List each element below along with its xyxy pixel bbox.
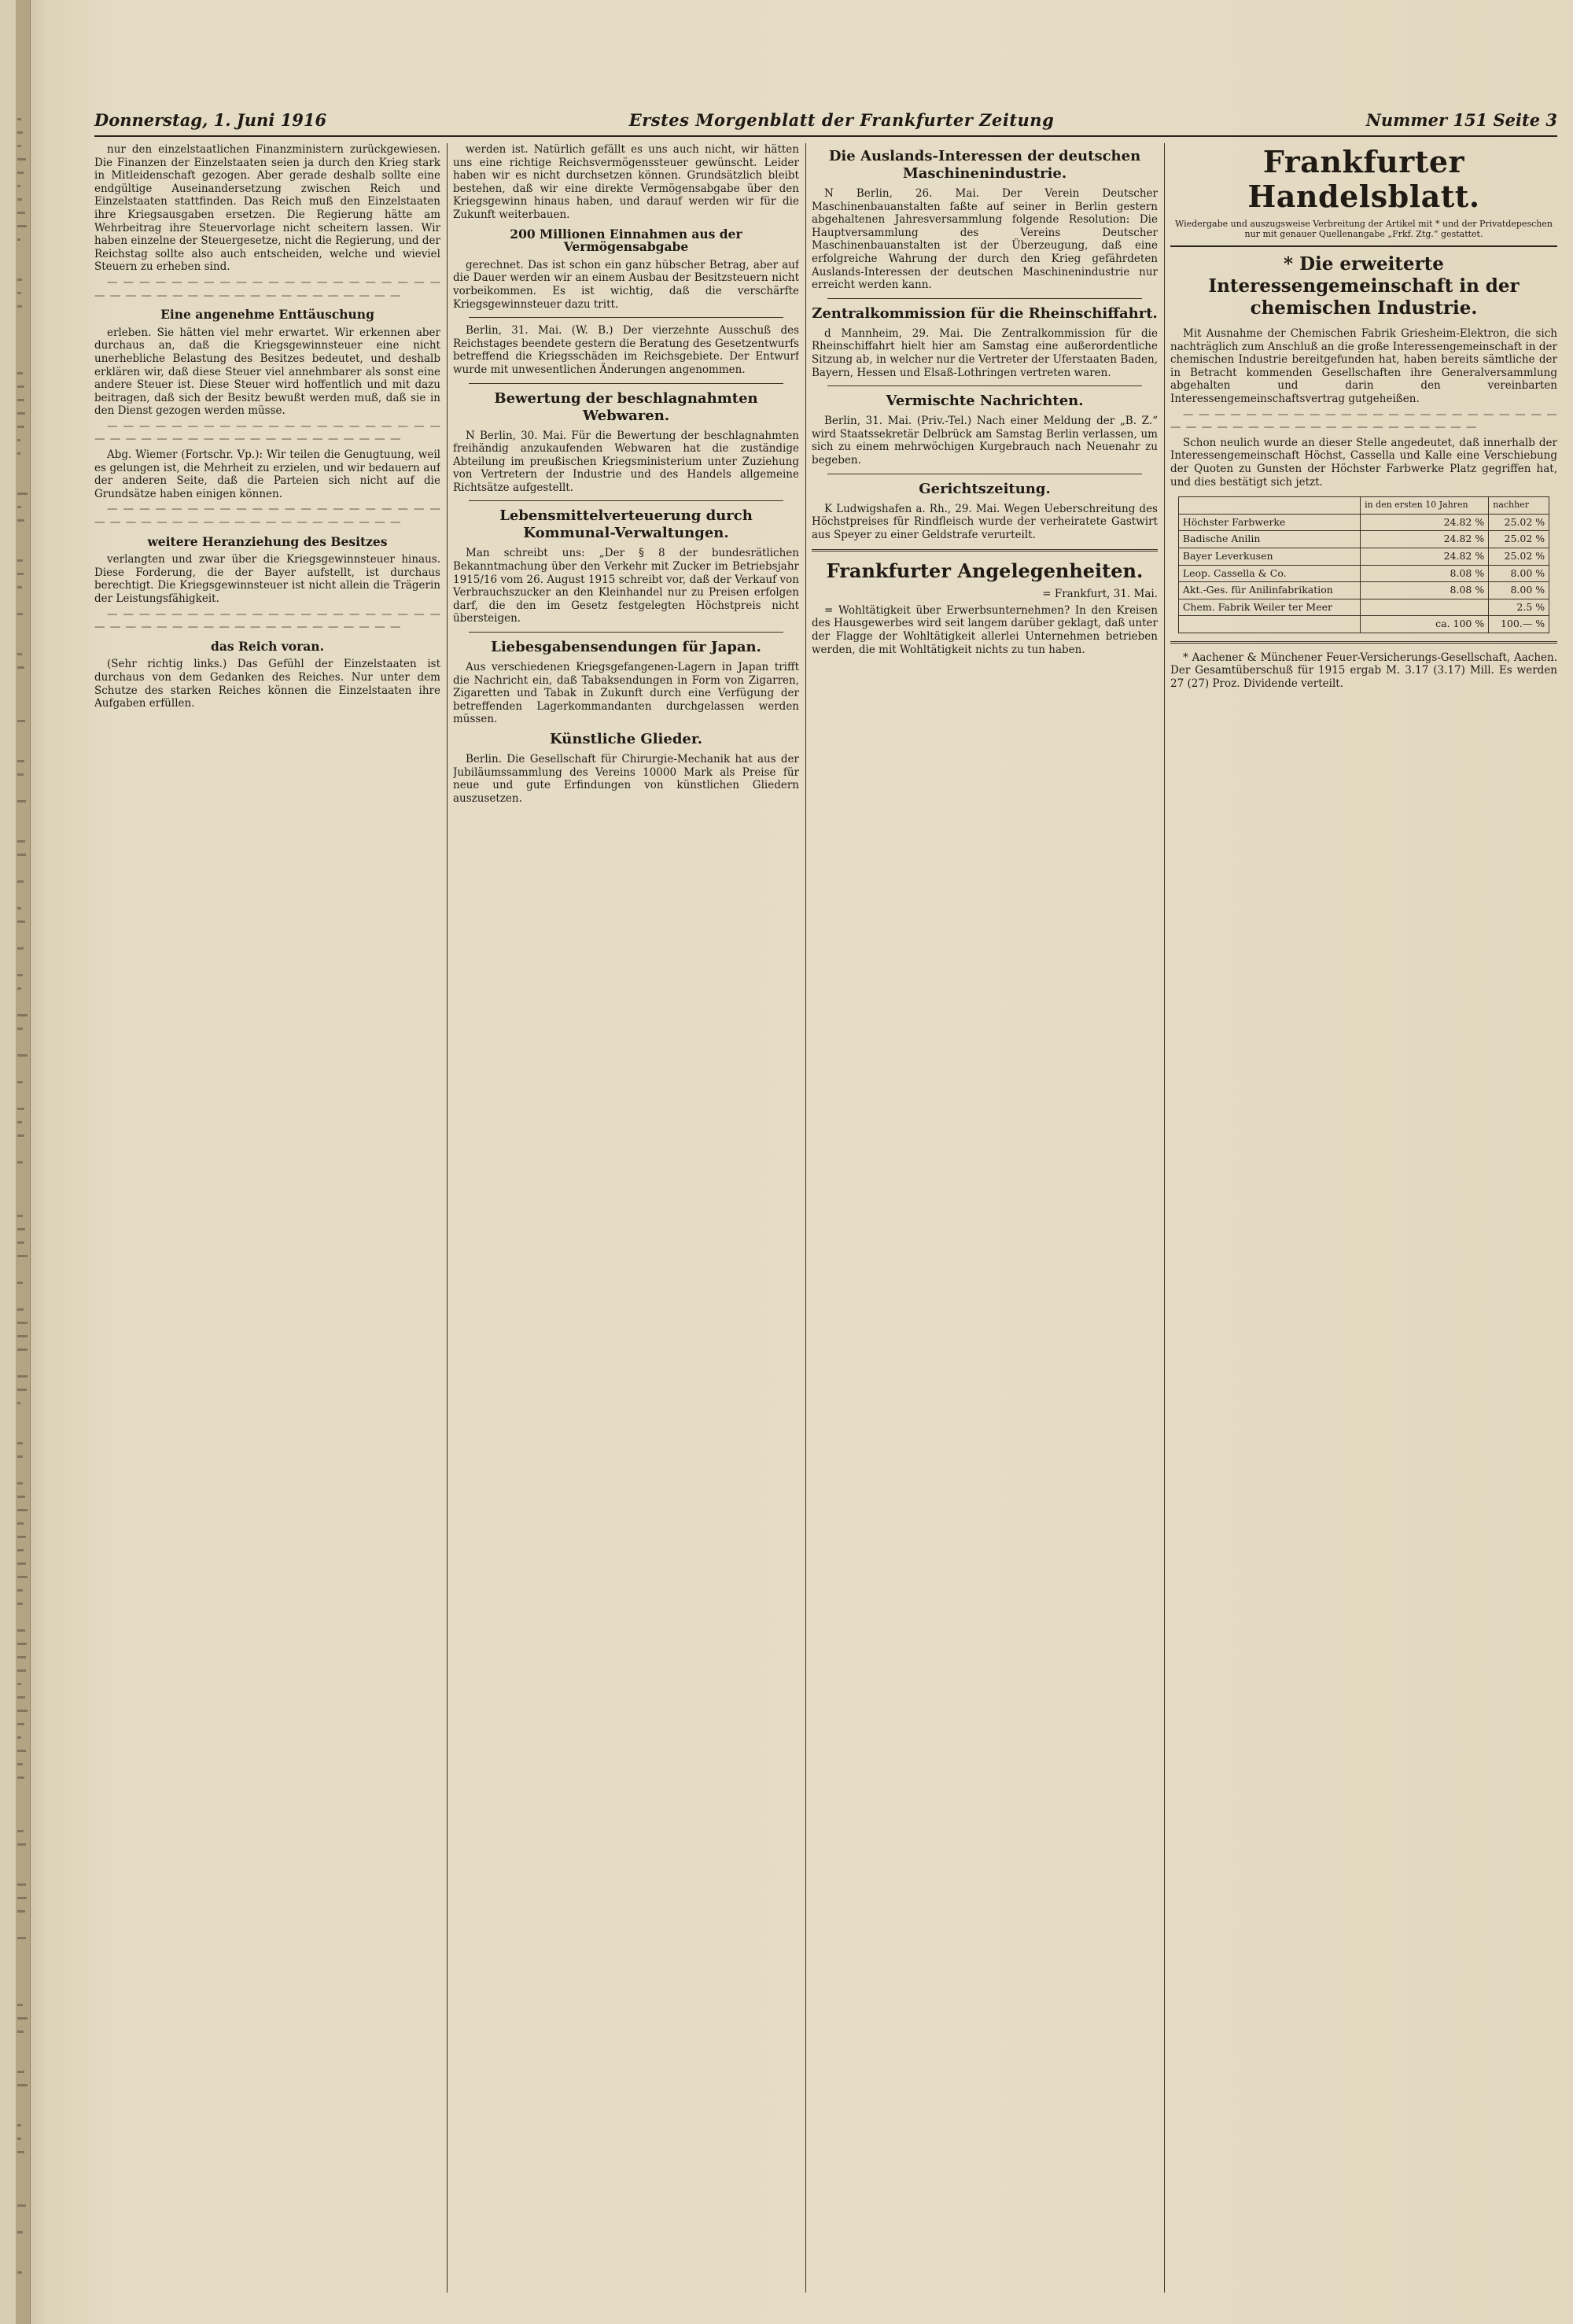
column-3-paragraph-1: N Berlin, 26. Mai. Der Verein Deutscher Maschinenbauanstalten faßte auf seiner in Berlin gestern abgehaltenen Jahresversammlung folgende Resolution: Die Hauptversammlung des Vereins Deutscher Maschinenbauanstalten ist der Überzeugung, daß eine erfolgreiche Wahrung der durch den Krieg gefährdeten Auslands-Interessen der deutschen Maschinenindustrie nur erreicht werden kann. bbox=[812, 187, 1158, 292]
column-2-paragraph-6: Aus verschiedenen Kriegsgefangenen-Lagern in Japan trifft die Nachricht ein, daß Tabaksendungen in Form von Zigarren, Zigaretten und Tabak in Zukunft durch eine Verfügung der betreffenden Lagerkommandanten durchgelassen werden müssen. bbox=[453, 661, 799, 726]
stub-text-fragment bbox=[17, 854, 26, 856]
column-3-paragraph-2: d Mannheim, 29. Mai. Die Zentralkommission für die Rheinschiffahrt hielt hier am Samstag eine außerordentliche Sitzung ab, in welcher nur die Vertreter der Uferstaaten Baden, Bayern, Hessen und Elsaß-Lothringen vertreten waren. bbox=[812, 326, 1158, 379]
stub-text-fragment bbox=[17, 1629, 25, 1632]
table-row bbox=[1178, 548, 1549, 565]
table-row bbox=[1178, 582, 1549, 599]
stub-text-fragment bbox=[17, 974, 23, 976]
stub-text-fragment bbox=[17, 158, 26, 160]
stub-text-fragment bbox=[17, 1669, 26, 1672]
stub-text-fragment bbox=[17, 1843, 26, 1846]
stub-text-fragment bbox=[17, 1710, 28, 1712]
stub-text-fragment bbox=[17, 2017, 28, 2020]
stub-text-fragment bbox=[17, 1883, 26, 1886]
column-2-paragraph-7: Berlin. Die Gesellschaft für Chirurgie-Mechanik hat aus der Jubiläumssammlung des Vereins 10000 Mark als Preise für neue und gute Erfindungen von künstlichen Gliedern auszusetzen. bbox=[453, 753, 799, 805]
stub-text-fragment bbox=[17, 1014, 28, 1016]
column-4-handelsblatt: Frankfurter Handelsblatt. Wiedergabe und auszugsweise Verbreitung der Artikel mit * und der Privatdepeschen nur mit genauer Quellenangabe „Frkf. Ztg.“ gestattet. * Die erweiterte Interessengemeinschaft in der chemischen Industrie. Mit Ausnahme der Chemischen Fabrik Griesheim-Elektron, die sich nachträglich zum Anschluß an die große Interessengemeinschaft in der chemischen Industrie bereitgefunden hat, haben bereits sämtliche der in Betracht kommenden Gesellschaften ihre Generalversammlung abgehalten und darin den vereinbarten Interessengemeinschaftsvertrag gutgeheißen. — — — — — — — — — — — — — — — — — — — — — — — — — — — — — — — — — — — — — — — — — — — — Schon neulich wurde an dieser Stelle angedeutet, daß innerhalb der Interessengemeinschaft Höchst, Cassella und Kalle eine Verschiebung der Quoten zu Gunsten der Höchster Farbwerke Platz gegriffen hat, und dies bestätigt sich jetzt. in den ersten 10 Jahren nachher Höchster Farbwerke 24.82 % 25.02 % Badische Anilin 24.82 % 25.02 % Bayer Leverkusen 24.82 % 25.02 % Leop. Cassella & Co. 8.08 % 8.00 % Akt.-Ges. für Anilinfabrikation 8.08 % 8.00 % Chem. Fabrik Weiler ter Meer 2.5 % ca. 100 % 100.— % * Aachener & Münchener Feuer-Versicherungs-Gesellschaft, Aachen. Der Gesamtüberschuß für 1915 ergab M. 3.17 (3.17) Mill. Es werden 27 (27) Proz. Dividende verteilt. bbox=[1170, 144, 1557, 691]
table-header-row bbox=[1178, 497, 1549, 515]
table-total-row bbox=[1178, 616, 1549, 633]
stub-text-fragment bbox=[17, 613, 23, 615]
stub-text-fragment bbox=[17, 1776, 24, 1779]
table-cell bbox=[1178, 616, 1360, 633]
column-rule bbox=[1164, 143, 1165, 2293]
table-row bbox=[1178, 531, 1549, 548]
table-cell: ca. 100 % bbox=[1361, 616, 1489, 633]
column-2-paragraph-5: Man schreibt uns: „Der § 8 der bundesrätlichen Bekanntmachung über den Verkehr mit Zucker im Betriebsjahr 1915/16 vom 26. August 1915 schreibt vor, daß der Verkauf von Verbrauchszucker an den Kleinhandel nur zu Preisen erfolgen darf, die den im Gesetz festgelegten Höchstpreis nicht übersteigen. bbox=[453, 547, 799, 625]
stub-text-fragment bbox=[17, 1696, 25, 1699]
column-rule bbox=[805, 143, 806, 2293]
table-cell: Akt.-Ges. für Anilinfabrikation bbox=[1178, 582, 1360, 599]
stub-text-fragment bbox=[17, 131, 23, 134]
column-1-paragraph-5: (Sehr richtig links.) Das Gefühl der Einzelstaaten ist durchaus von dem Gedanken des Reiches. Nur unter dem Schutze des starken Reiches können die Einzelstaaten ihre Aufgaben erfüllen. bbox=[94, 658, 440, 710]
stub-text-fragment bbox=[17, 439, 20, 441]
previous-page-edge bbox=[16, 0, 31, 2324]
stub-text-fragment bbox=[17, 492, 28, 495]
stub-text-fragment bbox=[17, 399, 24, 401]
stub-text-fragment bbox=[17, 1215, 23, 1217]
masthead: Erstes Morgenblatt der Frankfurter Zeitung bbox=[628, 110, 1055, 130]
table-cell: 8.00 % bbox=[1489, 582, 1549, 599]
stub-text-fragment bbox=[17, 2151, 24, 2153]
stub-text-fragment bbox=[17, 1161, 23, 1164]
stub-text-fragment bbox=[17, 1897, 27, 1899]
column-1-heading-3: das Reich voran. bbox=[211, 638, 324, 654]
table-row bbox=[1178, 599, 1549, 616]
stub-text-fragment bbox=[17, 172, 24, 174]
stub-text-fragment bbox=[17, 1750, 26, 1752]
stub-text-fragment bbox=[17, 1589, 23, 1592]
stub-text-fragment bbox=[17, 1054, 28, 1057]
stub-text-fragment bbox=[17, 720, 25, 722]
table-cell: 24.82 % bbox=[1361, 514, 1489, 531]
column-1-heading-2: weitere Heranziehung des Besitzes bbox=[147, 533, 388, 549]
table-cell: Leop. Cassella & Co. bbox=[1178, 565, 1360, 582]
stub-text-fragment bbox=[17, 1763, 23, 1765]
stub-text-fragment bbox=[17, 292, 21, 294]
column-2 bbox=[453, 143, 799, 2293]
stub-text-fragment bbox=[17, 225, 27, 227]
stub-text-fragment bbox=[17, 385, 24, 388]
stub-text-fragment bbox=[17, 1442, 23, 1444]
stub-text-fragment bbox=[17, 1562, 26, 1565]
page-header bbox=[94, 109, 1557, 137]
table-cell: 100.— % bbox=[1489, 616, 1549, 633]
reproduction-note: Wiedergabe und auszugsweise Verbreitung der Artikel mit * und der Privatdepeschen nur mit genauer Quellenangabe „Frkf. Ztg.“ gestattet. bbox=[1175, 219, 1553, 239]
stub-text-fragment bbox=[17, 666, 24, 669]
stub-text-fragment bbox=[17, 800, 26, 802]
column-1: nur den einzelstaatlichen Finanzministern zurückgewiesen. Die Finanzen der Einzelstaaten seien ja durch den Krieg stark in Mitleidenschaft gezogen. Aber gerade deshalb sollte eine endgültige Auseinandersetzung zwischen Reich und Einzelstaaten stattfinden. Das Reich muß den Einzelstaaten ihre Kriegsausgaben ersetzen. Die Regierung hätte am Wehrbeitrag ihre Steuervorlage nicht scheitern lassen. Wir haben einzelne der Steuergesetze, nicht die Regierung, und der Reichstag sollte also auch entscheiden, welche und wieviel Steuern zu erheben sind. — — — — — — — — — — — — — — — — — — — — — — — — — — — — — — — — — — — — — — — — — Eine angenehme Enttäuschung erleben. Sie hätten viel mehr erwartet. Wir erkennen aber durchaus an, daß die Kriegsgewinnsteuer eine nicht unerhebliche Belastung des Besitzes bedeutet, und deshalb erklären wir, daß diese Steuer viel annehmbarer als sonst eine andere Steuer ist. Diese Steuer wird hoffentlich und mit dazu beitragen, daß sich der Besitz bewußt werden muß, daß sie in den Dienst gezogen werden müsse. — — — — — — — — — — — — — — — — — — — — — — — — — — — — — — — — — — — — — — — — — Abg. Wiemer (Fortschr. Vp.): Wir teilen die Genugtuung, weil es gelungen ist, die Mehrheit zu erzielen, und wir bedauern auf der anderen Seite, daß die Parteien sich nicht auf die Grundsätze haben einigen können. — — — — — — — — — — — — — — — — — — — — — — — — — — — — — — — — — — — — — — — — — weitere Heranziehung des Besitzes verlangten und zwar über die Kriegsgewinnsteuer hinaus. Diese Forderung, die der Bayer aufstellt, ist durchaus berechtigt. Die Kriegsgewinnsteuer ist nicht allein die Trägerin der Leistungsfähigkeit. — — — — — — — — — — — — — — — — — — — — — — — — — — — — — — — — — — — — — — — — — das Reich voran. (Sehr richtig links.) Das Gefühl der Einzelstaaten ist durchaus von dem Gedanken des Reiches. Nur unter dem Schutze des starken Reiches können die Einzelstaaten ihre Aufgaben erfüllen. bbox=[94, 143, 440, 710]
stub-text-fragment bbox=[17, 840, 25, 843]
stub-text-fragment bbox=[17, 1108, 24, 1110]
stub-text-fragment bbox=[17, 212, 25, 214]
stub-text-fragment bbox=[17, 2004, 23, 2006]
stub-text-fragment bbox=[17, 653, 22, 655]
stub-text-fragment bbox=[17, 2271, 22, 2274]
column-rule bbox=[447, 143, 448, 2293]
table-cell: 24.82 % bbox=[1361, 548, 1489, 565]
table-header-cell: in den ersten 10 Jahren bbox=[1361, 497, 1489, 515]
table-cell: Bayer Leverkusen bbox=[1178, 548, 1360, 565]
stub-text-fragment bbox=[17, 185, 20, 187]
stub-text-fragment bbox=[17, 2231, 23, 2234]
article-title-vermischte: Vermischte Nachrichten. bbox=[886, 393, 1084, 410]
column-4-paragraph-3: * Aachener & Münchener Feuer-Versicherungs-Gesellschaft, Aachen. Der Gesamtüberschuß für 1915 ergab M. 3.17 (3.17) Mill. Es werden 27 (27) Proz. Dividende verteilt. bbox=[1170, 651, 1557, 691]
stub-text-fragment bbox=[17, 2124, 21, 2127]
issue-number: Nummer 151 Seite 3 bbox=[1365, 110, 1557, 130]
stub-text-fragment bbox=[17, 1134, 24, 1137]
column-1-paragraph-2: erleben. Sie hätten viel mehr erwartet. Wir erkennen aber durchaus an, daß die Kriegsgewinnsteuer eine nicht unerhebliche Belastung des Besitzes bedeutet, und deshalb erklären wir, daß diese Steuer viel annehmbarer als sonst eine andere Steuer ist. Diese Steuer wird hoffentlich und mit dazu beitragen, daß sich der Besitz bewußt werden muß, daß sie in den Dienst gezogen werden müsse. bbox=[94, 326, 440, 418]
stub-text-fragment bbox=[17, 1549, 24, 1551]
stub-text-fragment bbox=[17, 987, 21, 990]
table-row bbox=[1178, 565, 1549, 582]
column-1-paragraph-3: Abg. Wiemer (Fortschr. Vp.): Wir teilen die Genugtuung, weil es gelungen ist, die Mehrheit zu erzielen, und wir bedauern auf der anderen Seite, daß die Parteien sich nicht auf die Grundsätze haben einigen können. bbox=[94, 448, 440, 500]
stub-text-fragment bbox=[17, 2031, 24, 2033]
stub-text-fragment bbox=[17, 1322, 28, 1324]
stub-text-fragment bbox=[17, 1241, 24, 1244]
stub-text-fragment bbox=[17, 2204, 26, 2207]
article-title-glieder: Künstliche Glieder. bbox=[550, 731, 702, 747]
column-2-paragraph-2: gerechnet. Das ist schon ein ganz hübscher Betrag, aber auf die Dauer werden wir an einem Ausbau der Besitzsteuern nicht vorbeikommen. Es ist wichtig, daß die verschärfte Kriegsgewinnsteuer dazu tritt. bbox=[453, 258, 799, 311]
table-cell bbox=[1361, 599, 1489, 616]
stub-text-fragment bbox=[17, 2138, 21, 2140]
column-1-heading-1: Eine angenehme Enttäuschung bbox=[160, 307, 374, 323]
column-1-paragraph-4: verlangten und zwar über die Kriegsgewinnsteuer hinaus. Diese Forderung, die der Bayer aufstellt, ist durchaus berechtigt. Die Kriegsgewinnsteuer ist nicht allein die Trägerin der Leistungsfähigkeit. bbox=[94, 553, 440, 605]
stub-text-fragment bbox=[17, 1282, 23, 1284]
table-cell: 8.08 % bbox=[1361, 565, 1489, 582]
table-header-cell bbox=[1178, 497, 1360, 515]
stub-text-fragment bbox=[17, 1255, 28, 1257]
article-title-gerichtszeitung: Gerichtszeitung. bbox=[919, 480, 1051, 497]
stub-text-fragment bbox=[17, 880, 24, 883]
table-cell: 8.08 % bbox=[1361, 582, 1489, 599]
table-cell: 25.02 % bbox=[1489, 531, 1549, 548]
stub-text-fragment bbox=[17, 1081, 23, 1083]
stub-text-fragment bbox=[17, 1455, 23, 1458]
stub-text-fragment bbox=[17, 1402, 20, 1404]
table-row bbox=[1178, 514, 1549, 531]
stub-text-fragment bbox=[17, 2084, 28, 2086]
table-cell: 2.5 % bbox=[1489, 599, 1549, 616]
stub-text-fragment bbox=[17, 238, 20, 241]
stub-text-fragment bbox=[17, 372, 23, 374]
stub-text-fragment bbox=[17, 559, 23, 562]
stub-text-fragment bbox=[17, 586, 22, 588]
frankfurt-dateline: = Frankfurt, 31. Mai. bbox=[1042, 588, 1158, 601]
stub-text-fragment bbox=[17, 1910, 25, 1913]
stub-text-fragment bbox=[17, 573, 24, 575]
stub-text-fragment bbox=[17, 1027, 23, 1030]
stub-text-fragment bbox=[17, 907, 21, 909]
stub-text-fragment bbox=[17, 412, 25, 415]
stub-text-fragment bbox=[17, 198, 22, 201]
table-cell: 24.82 % bbox=[1361, 531, 1489, 548]
stub-text-fragment bbox=[17, 452, 20, 455]
stub-text-fragment bbox=[17, 426, 24, 428]
column-3 bbox=[812, 143, 1158, 2293]
column-1-intro: nur den einzelstaatlichen Finanzministern zurückgewiesen. Die Finanzen der Einzelstaaten seien ja durch den Krieg stark in Mitleidenschaft gezogen. Aber gerade deshalb sollte eine endgültige Auseinandersetzung zwischen Reich und Einzelstaaten stattfinden. Das Reich muß den Einzelstaaten ihre Kriegsausgaben ersetzen. Die Regierung hätte am Wehrbeitrag ihre Steuervorlage nicht scheitern lassen. Wir haben einzelne der Steuergesetze, nicht die Regierung, und der Reichstag sollte also auch entscheiden, welche und wieviel Steuern zu erheben sind. bbox=[94, 143, 440, 274]
newspaper-page bbox=[16, 0, 1573, 2324]
stub-text-fragment bbox=[17, 1509, 28, 1511]
column-2-paragraph-3: Berlin, 31. Mai. (W. B.) Der vierzehnte Ausschuß des Reichstages beendete gestern die Beratung des Gesetzentwurfs betreffend die Kriegsschäden im Reichsgebiete. Der Entwurf wurde mit unwesentlichen Änderungen angenommen. bbox=[453, 324, 799, 376]
stub-text-fragment bbox=[17, 1643, 27, 1645]
stub-text-fragment bbox=[17, 118, 21, 120]
column-3-paragraph-4: K Ludwigshafen a. Rh., 29. Mai. Wegen Ueberschreitung des Höchstpreises für Rindfleisch wurde der verheiratete Gastwirt aus Speyer zu einer Geldstrafe verurteilt. bbox=[812, 502, 1158, 541]
stub-text-fragment bbox=[17, 279, 22, 281]
stub-text-fragment bbox=[17, 1937, 26, 1939]
article-title-lebensmittel: Lebensmittelverteuerung durch Kommunal-Verwaltungen. bbox=[499, 507, 753, 542]
stub-text-fragment bbox=[17, 1482, 23, 1485]
stub-text-fragment bbox=[17, 1576, 28, 1578]
stub-text-fragment bbox=[17, 1656, 26, 1658]
table-cell: Höchster Farbwerke bbox=[1178, 514, 1360, 531]
article-title-chemische-industrie: * Die erweiterte Interessengemeinschaft in der chemischen Industrie. bbox=[1208, 253, 1520, 319]
stub-text-fragment bbox=[17, 1375, 28, 1378]
column-2-intro: werden ist. Natürlich gefällt es uns auch nicht, wir hätten uns eine richtige Reichsvermögenssteuer gewünscht. Leider haben wir es nicht durchsetzen können. Grundsätzlich bleibt bestehen, daß wir eine direkte Vermögensabgabe über den Kriegsgewinn hinaus haben, und darauf werden wir für die Zukunft weiterbauen. bbox=[453, 143, 799, 221]
stub-text-fragment bbox=[17, 506, 21, 508]
stub-text-fragment bbox=[17, 920, 25, 923]
stub-text-fragment bbox=[17, 1389, 27, 1391]
column-3-paragraph-5: = Wohltätigkeit über Erwerbsunternehmen? In den Kreisen des Hausgewerbes wird seit langem darüber geklagt, daß unter der Flagge der Wohltätigkeit allerlei Unternehmen betrieben werden, die mit Wohltätigkeit nichts zu tun haben. bbox=[812, 603, 1158, 656]
quota-table bbox=[1178, 496, 1549, 633]
stub-text-fragment bbox=[17, 305, 22, 308]
stub-text-fragment bbox=[17, 1603, 23, 1605]
stub-text-fragment bbox=[17, 1683, 21, 1685]
issue-date: Donnerstag, 1. Juni 1916 bbox=[94, 110, 327, 130]
article-title-japan: Liebesgabensendungen für Japan. bbox=[491, 639, 761, 656]
stub-text-fragment bbox=[17, 519, 24, 522]
stub-text-fragment bbox=[17, 1522, 24, 1525]
table-cell: Chem. Fabrik Weiler ter Meer bbox=[1178, 599, 1360, 616]
stub-text-fragment bbox=[17, 1121, 22, 1123]
stub-text-fragment bbox=[17, 1335, 28, 1337]
stub-text-fragment bbox=[17, 773, 24, 776]
stub-text-fragment bbox=[17, 1348, 28, 1351]
stub-text-fragment bbox=[17, 947, 24, 950]
table-cell: 8.00 % bbox=[1489, 565, 1549, 582]
stub-text-fragment bbox=[17, 1228, 25, 1230]
stub-text-fragment bbox=[17, 2071, 24, 2073]
stub-text-fragment bbox=[17, 1536, 26, 1538]
handelsblatt-title: Frankfurter Handelsblatt. bbox=[1247, 144, 1480, 214]
column-4-paragraph-2: Schon neulich wurde an dieser Stelle angedeutet, daß innerhalb der Interessengemeinschaft Höchst, Cassella und Kalle eine Verschiebung der Quoten zu Gunsten der Höchster Farbwerke Platz gegriffen hat, und dies bestätigt sich jetzt. bbox=[1170, 436, 1557, 489]
stub-text-fragment bbox=[17, 1723, 24, 1725]
article-title-webwaren: Bewertung der beschlagnahmten Webwaren. bbox=[494, 389, 758, 424]
stub-text-fragment bbox=[17, 1496, 25, 1498]
article-title-maschinenindustrie: Die Auslands-Interessen der deutschen Maschinenindustrie. bbox=[828, 148, 1141, 182]
table-cell: Badische Anilin bbox=[1178, 531, 1360, 548]
stub-text-fragment bbox=[17, 760, 24, 762]
column-2-heading-1: 200 Millionen Einnahmen aus der Vermögensabgabe bbox=[510, 226, 742, 255]
stub-text-fragment bbox=[17, 1308, 24, 1311]
stub-text-fragment bbox=[17, 1736, 21, 1739]
article-title-rheinschiffahrt: Zentralkommission für die Rheinschiffahrt. bbox=[812, 304, 1158, 322]
table-cell: 25.02 % bbox=[1489, 548, 1549, 565]
column-2-paragraph-4: N Berlin, 30. Mai. Für die Bewertung der beschlagnahmten freihändig anzukaufenden Webwaren hat die zuständige Abteilung im preußischen Kriegsministerium unter Zuziehung von Vertretern der Industrie und des Handels allgemeine Richtsätze aufgestellt. bbox=[453, 429, 799, 494]
stub-text-fragment bbox=[17, 145, 21, 147]
column-4-paragraph-1: Mit Ausnahme der Chemischen Fabrik Griesheim-Elektron, die sich nachträglich zum Anschluß an die große Interessengemeinschaft in der chemischen Industrie bereitgefunden hat, haben bereits sämtliche der in Betracht kommenden Gesellschaften ihre Generalversammlung abgehalten und darin den vereinbarten Interessengemeinschaftsvertrag gutgeheißen. bbox=[1170, 327, 1557, 405]
article-title-frankfurt: Frankfurter Angelegenheiten. bbox=[826, 559, 1144, 583]
stub-text-fragment bbox=[17, 1830, 24, 1832]
table-header-cell: nachher bbox=[1489, 497, 1549, 515]
table-cell: 25.02 % bbox=[1489, 514, 1549, 531]
column-3-paragraph-3: Berlin, 31. Mai. (Priv.-Tel.) Nach einer Meldung der „B. Z.“ wird Staatssekretär Delbrück am Samstag Berlin verlassen, um sich zu einem mehrwöchigen Kurgebrauch nach Neuenahr zu begeben. bbox=[812, 415, 1158, 467]
